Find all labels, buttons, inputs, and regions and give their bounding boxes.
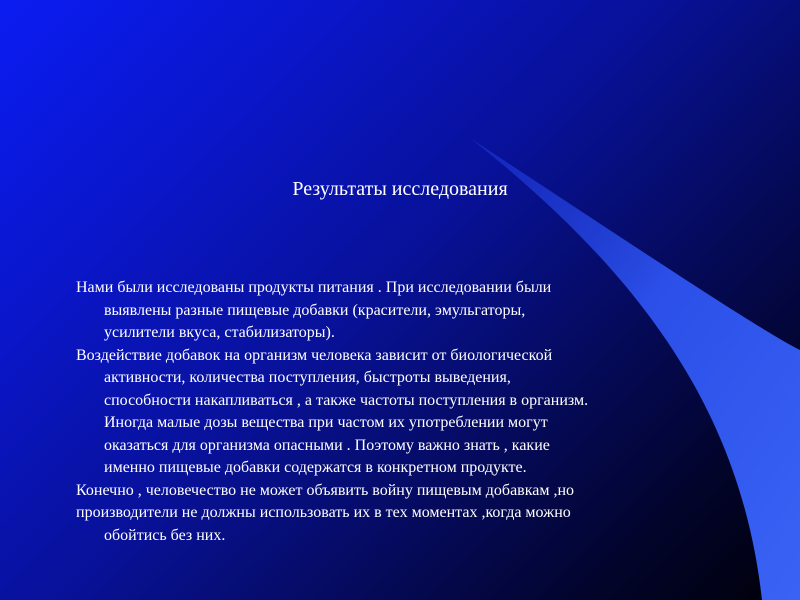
paragraph-producers: производители не должны использовать их в тех моментах ,когда можно обойтись без них. — [76, 504, 571, 544]
paragraph-effects: Воздействие добавок на организм человека зависит от биологической активности, количества поступления, быстроты выведения, способности накапливаться , а также частоты поступления в организм. Иногда малые дозы вещества при частом их употреблении могут оказаться для организма опасными . Поэтому важно знать , какие именно пищевые добавки содержатся в конкретном продукте. — [76, 346, 589, 476]
paragraph-conclusion: Конечно , человечество не может объявить войну пищевым добавкам ,но — [76, 481, 575, 499]
slide-title: Результаты исследования — [292, 178, 508, 200]
slide-body — [76, 277, 726, 547]
paragraph-research: Нами были исследованы продукты питания . При исследовании были выявлены разные пищевые добавки (красители, эмульгаторы, усилители вкуса, стабилизаторы). — [76, 279, 552, 341]
